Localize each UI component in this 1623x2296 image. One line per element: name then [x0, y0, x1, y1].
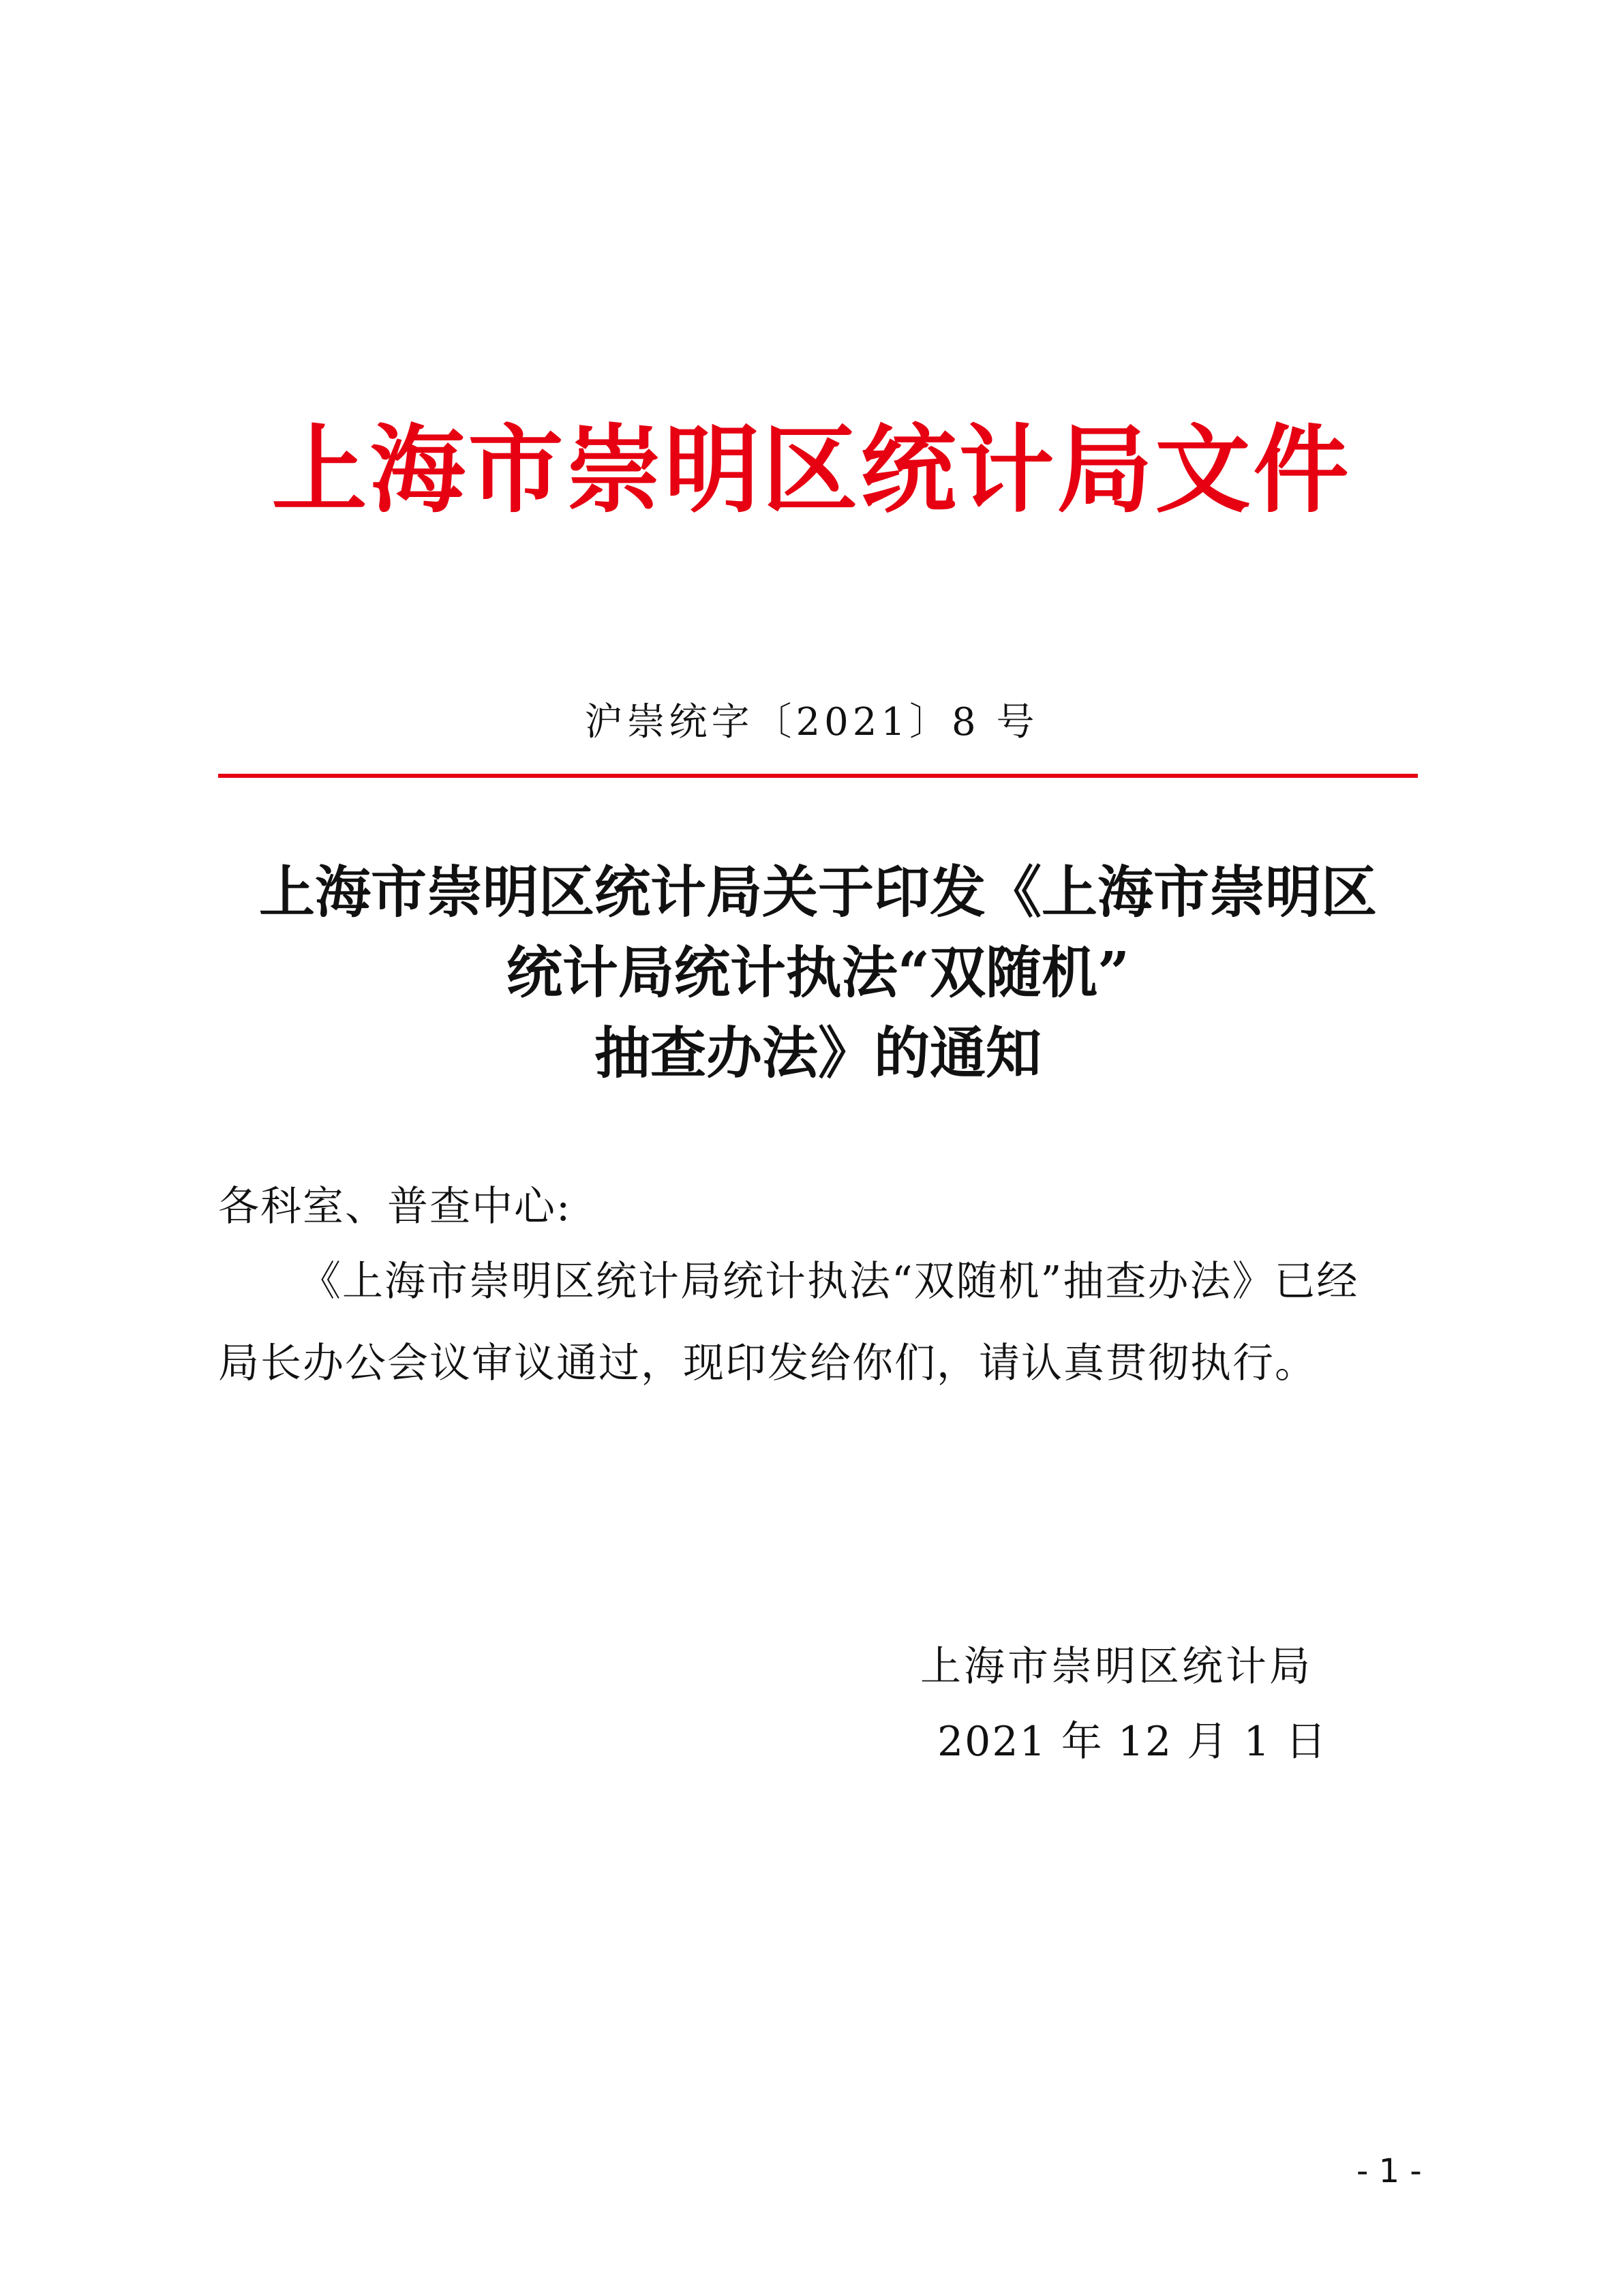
salutation: 各科室、普查中心:	[218, 1183, 572, 1230]
document-masthead: 上海市崇明区统计局文件	[271, 414, 1352, 526]
document-number: 沪崇统字〔2021〕8 号	[584, 700, 1039, 744]
title-line-3: 抽查办法》的通知	[594, 1021, 1042, 1086]
issue-date: 2021 年 12 月 1 日	[937, 1718, 1328, 1766]
page-number: - 1 -	[1356, 2152, 1422, 2190]
body-paragraph	[218, 1241, 1418, 1404]
title-line-1: 上海市崇明区统计局关于印发《上海市崇明区	[258, 860, 1377, 925]
body-line-1: 《上海市崇明区统计局统计执法“双随机”抽查办法》已经	[300, 1258, 1359, 1305]
title-line-2: 统计局统计执法“双随机”	[506, 940, 1130, 1006]
body-line-2: 局长办公会议审议通过，现印发给你们，请认真贯彻执行。	[218, 1340, 1317, 1387]
document-title	[204, 852, 1431, 1093]
issuer-signature: 上海市崇明区统计局	[920, 1643, 1313, 1691]
red-divider-line	[218, 774, 1418, 778]
